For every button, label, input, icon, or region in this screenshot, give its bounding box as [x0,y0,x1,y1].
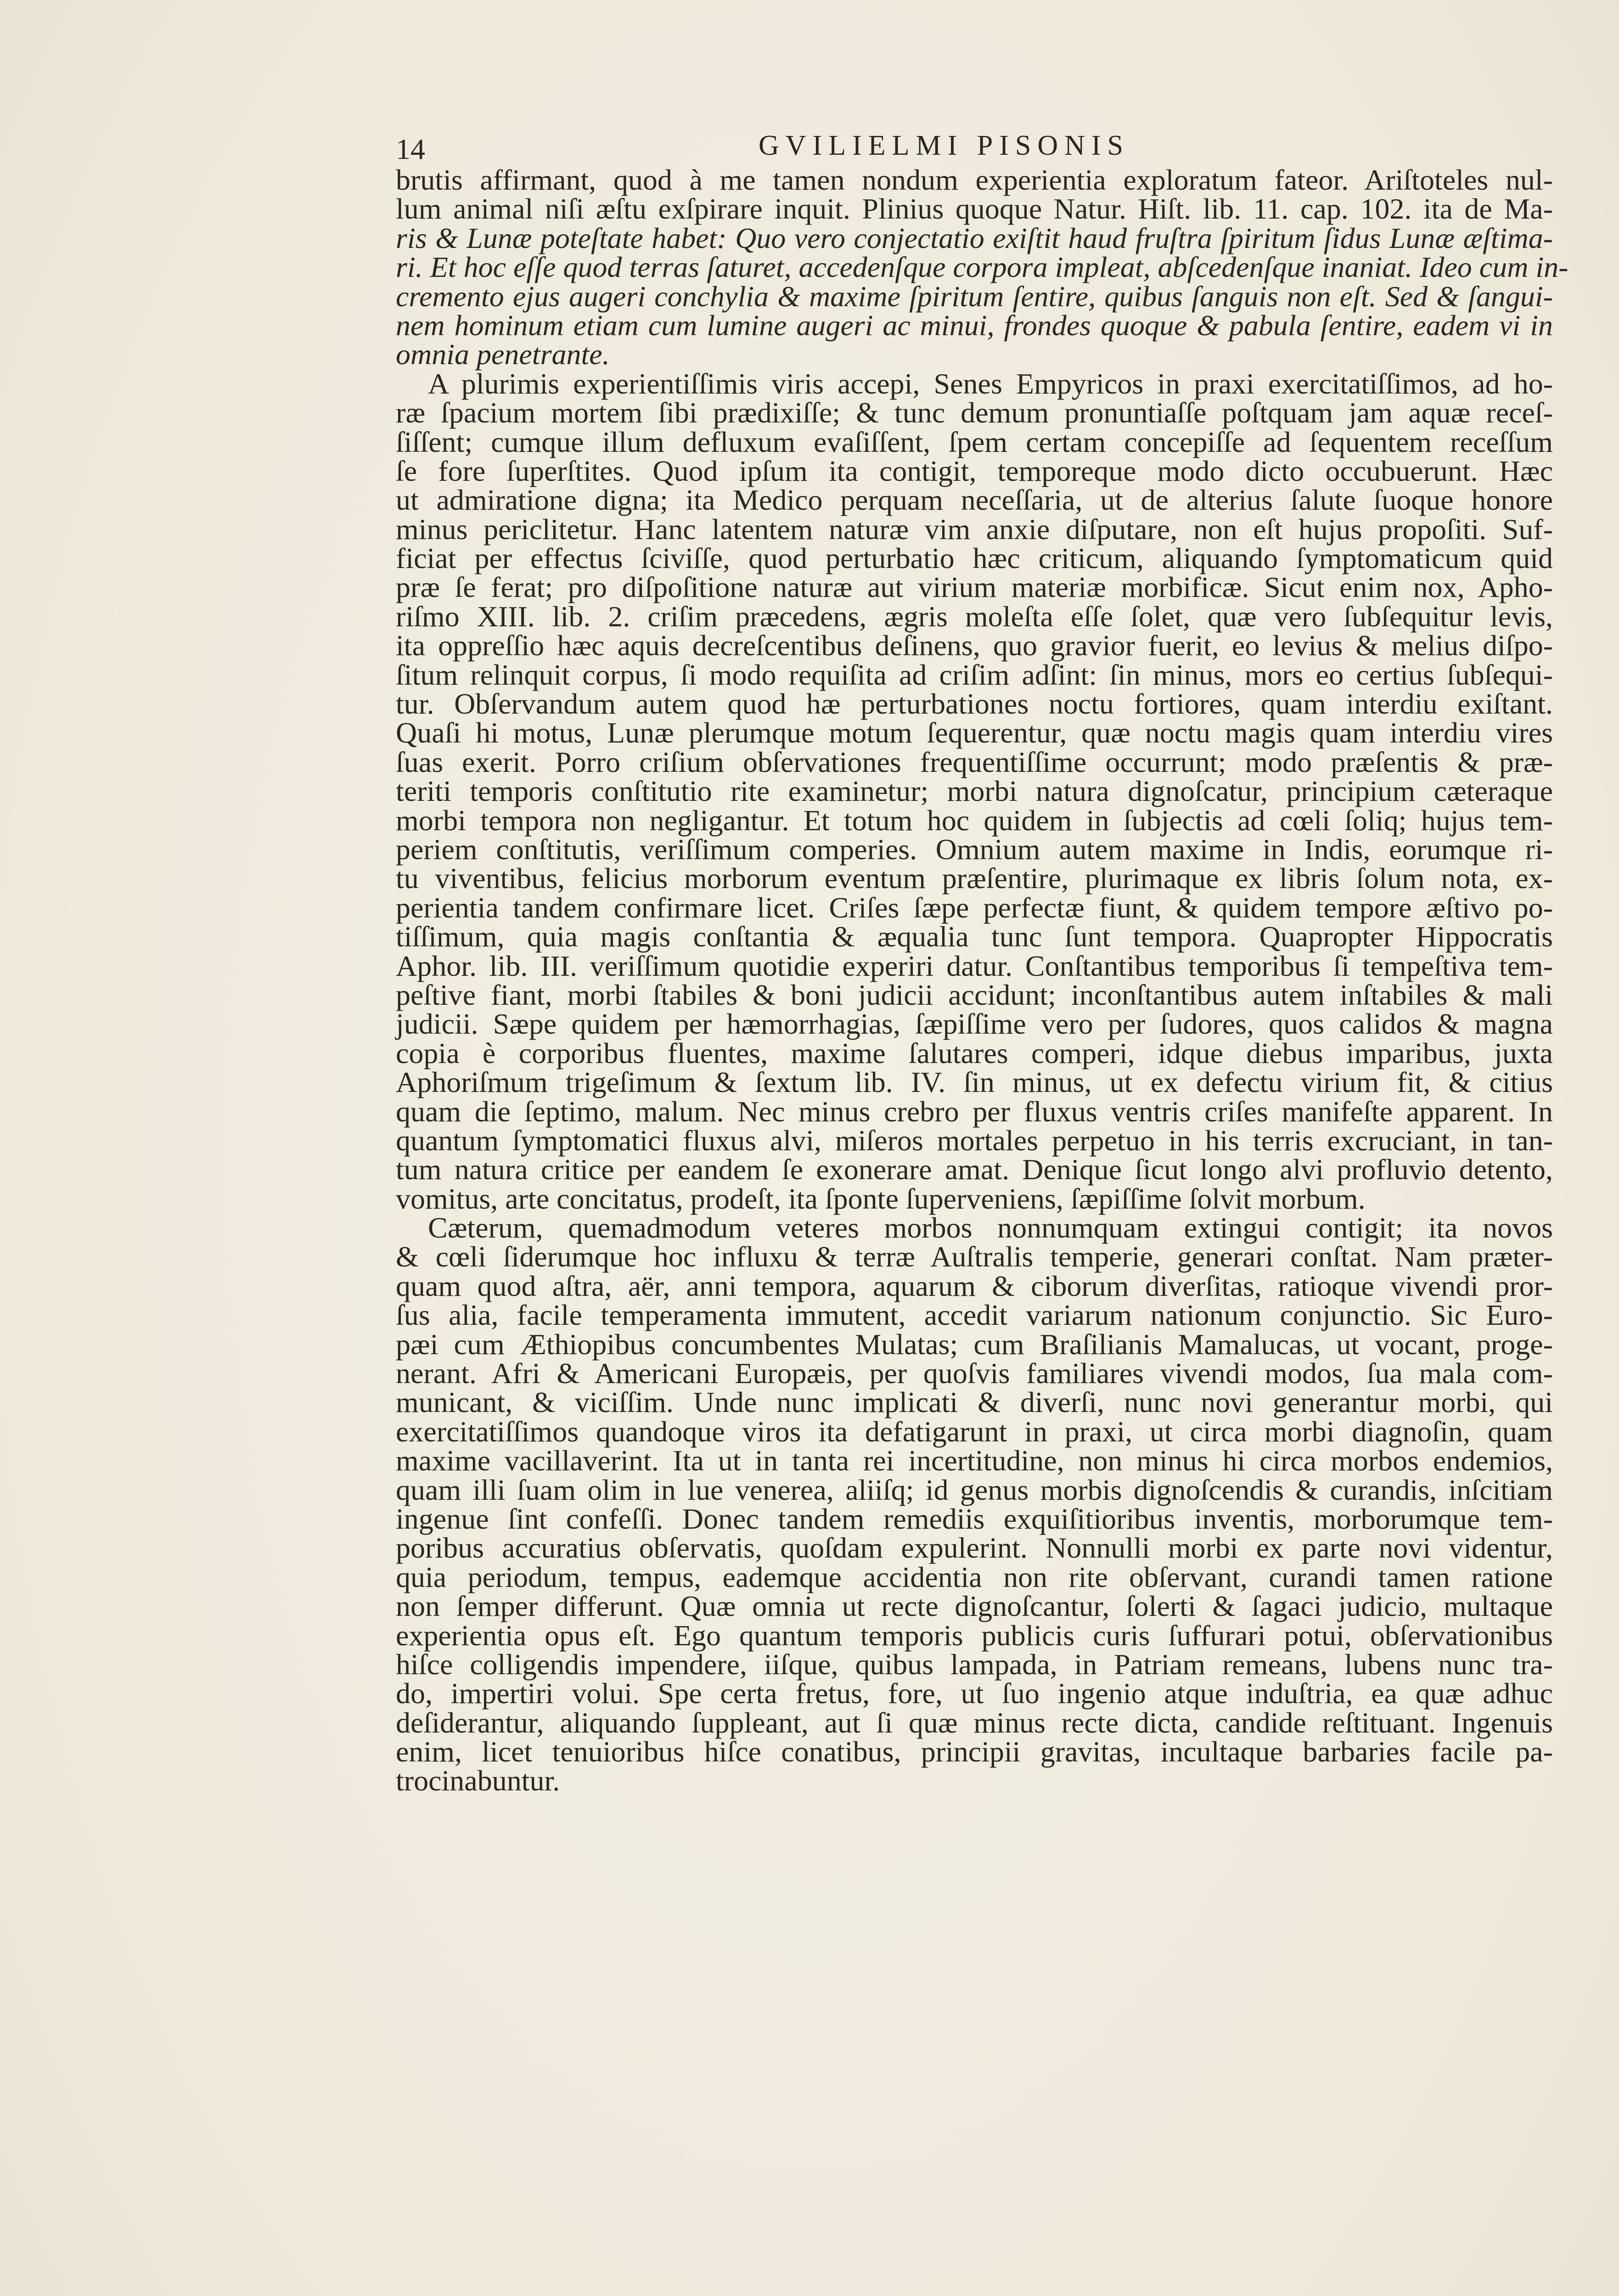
page-header [396,129,1553,166]
text-line: ita oppreſſio hæc aquis decreſcentibus deſinens, quo gravior fuerit, eo levius & melius diſpo- [396,629,1553,662]
text-line: præ ſe ferat; pro diſpoſitione naturæ aut virium materiæ morbificæ. Sicut enim nox, Apho- [396,571,1553,604]
text-line: Aphoriſmum trigeſimum & ſextum lib. IV. ſin minus, ut ex defectu virium fit, & citius [396,1066,1553,1099]
text-line: enim, licet tenuioribus hiſce conatibus, principii gravitas, incultaque barbaries facile pa- [396,1735,1553,1768]
text-line: Aphor. lib. III. veriſſimum quotidie experiri datur. Conſtantibus temporibus ſi tempeſtiva tem- [396,949,1553,982]
text-line: non ſemper differunt. Quæ omnia ut recte dignoſcantur, ſolerti & ſagaci judicio, multaque [396,1590,1553,1623]
running-title: GVILIELMI PISONIS [759,130,1130,161]
text-line: peſtive fiant, morbi ſtabiles & boni judicii accidunt; inconſtantibus autem inſtabiles & mali [396,978,1553,1011]
text-line: nem hominum etiam cum lumine augeri ac minui, frondes quoque & pabula ſentire, eadem vi in [396,309,1553,342]
text-line: ri. Et hoc eſſe quod terras ſaturet, accedenſque corpora impleat, abſcedenſque inaniat. Ideo cum in- [396,251,1568,284]
text-line: tum natura critice per eandem ſe exonerare amat. Denique ſicut longo alvi profluvio detento, [396,1153,1553,1186]
text-line: experientia opus eſt. Ego quantum temporis publicis curis ſuffurari potui, obſervationibus [396,1619,1553,1652]
text-line: lum animal niſi æſtu exſpirare inquit. Plinius quoque Natur. Hiſt. lib. 11. cap. 102. ita de Ma- [396,192,1553,225]
text-line: periem conſtitutis, veriſſimum comperies. Omnium autem maxime in Indis, eorumque ri- [396,833,1553,866]
text-line: tiſſimum, quia magis conſtantia & æqualia tunc ſunt tempora. Quapropter Hippocratis [396,920,1553,953]
text-line: ficiat per effectus ſciviſſe, quod perturbatio hæc criticum, aliquando ſymptomaticum quid [396,542,1553,575]
text-line: quantum ſymptomatici fluxus alvi, miſeros mortales perpetuo in his terris excruciant, in tan- [396,1124,1553,1157]
text-line: do, impertiri volui. Spe certa fretus, fore, ut ſuo ingenio atque induſtria, ea quæ adhuc [396,1677,1553,1710]
text-line: trocinabuntur. [396,1764,560,1797]
text-line: riſmo XIII. lib. 2. criſim præcedens, ægris moleſta eſſe ſolet, quæ vero ſubſequitur levis, [396,600,1553,633]
text-line: ris & Lunæ poteſtate habet: Quo vero conjectatio exiſtit haud fruſtra ſpiritum ſidus Lunæ æſtima- [396,221,1553,254]
text-line: pæi cum Æthiopibus concumbentes Mulatas; cum Braſilianis Mamalucas, ut vocant, proge- [396,1328,1553,1361]
text-line: deſiderantur, aliquando ſuppleant, aut ſi quæ minus recte dicta, candide reſtituant. Ingenuis [396,1706,1553,1739]
text-line: municant, & viciſſim. Unde nunc implicati & diverſi, nunc novi generantur morbi, qui [396,1386,1553,1419]
text-line: tu viventibus, felicius morborum eventum præſentire, plurimaque ex libris ſolum nota, ex- [396,862,1553,895]
text-line: ſe fore ſuperſtites. Quod ipſum ita contigit, temporeque modo dicto occubuerunt. Hæc [396,454,1553,487]
text-line [396,1795,1553,1824]
text-line: exercitatiſſimos quandoque viros ita defatigarunt in praxi, ut circa morbi diagnoſin, quam [396,1415,1553,1448]
text-line: morbi tempora non negligantur. Et totum hoc quidem in ſubjectis ad cœli ſoliq; hujus tem- [396,804,1553,837]
body-text [396,163,1568,1824]
text-line: quam illi ſuam olim in lue venerea, aliiſq; id genus morbis dignoſcendis & curandis, inſcitiam [396,1473,1553,1506]
text-line: maxime vacillaverint. Ita ut in tanta rei incertitudine, non minus hi circa morbos endemios, [396,1444,1553,1477]
text-line: ſiſſent; cumque illum defluxum evaſiſſent, ſpem certam concepiſſe ad ſequentem receſſum [396,425,1553,458]
text-line: nerant. Afri & Americani Europæis, per quoſvis familiares vivendi modos, ſua mala com- [396,1357,1553,1390]
text-line: ingenue ſint confeſſi. Donec tandem remediis exquiſitioribus inventis, morborumque tem- [396,1502,1553,1535]
text-line: ut admiratione digna; ita Medico perquam neceſſaria, ut de alterius ſalute ſuoque honore [396,484,1553,517]
text-line: quam quod aſtra, aër, anni tempora, aquarum & ciborum diverſitas, ratioque vivendi pror- [396,1269,1553,1302]
text-line: minus periclitetur. Hanc latentem naturæ vim anxie diſputare, non eſt hujus propoſiti. Suf- [396,512,1553,546]
text-line: ſuas exerit. Porro criſium obſervationes frequentiſſime occurrunt; modo præſentis & præ- [396,745,1553,778]
text-line: perientia tandem confirmare licet. Criſes ſæpe perfectæ fiunt, & quidem tempore æſtivo po- [396,891,1553,924]
text-line: ſus alia, facile temperamenta immutent, accedit variarum nationum conjunctio. Sic Euro- [396,1299,1553,1332]
text-line: ræ ſpacium mortem ſibi prædixiſſe; & tunc demum pronuntiaſſe poſtquam jam aquæ receſ- [396,396,1553,429]
text-line: & cœli ſiderumque hoc influxu & terræ Auſtralis temperie, generari conſtat. Nam præter- [396,1240,1553,1273]
text-line: quam die ſeptimo, malum. Nec minus crebro per fluxus ventris criſes manifeſte apparent. In [396,1095,1553,1128]
text-line: judicii. Sæpe quidem per hæmorrhagias, ſæpiſſime vero per ſudores, quos calidos & magna [396,1007,1553,1041]
text-line: hiſce colligendis impendere, iiſque, quibus lampada, in Patriam remeans, lubens nunc tra- [396,1648,1553,1681]
text-line: ſitum relinquit corpus, ſi modo requiſita ad criſim adſint: ſin minus, mors eo certius ſubſequi- [396,658,1553,691]
text-line: teriti temporis conſtitutio rite examinetur; morbi natura dignoſcatur, principium cæteraque [396,775,1553,808]
text-line: Cæterum, quemadmodum veteres morbos nonnumquam extingui contigit; ita novos [428,1211,1553,1244]
text-line: vomitus, arte concitatus, prodeſt, ita ſponte ſuperveniens, ſæpiſſime ſolvit morbum. [396,1182,1366,1215]
text-line: cremento ejus augeri conchylia & maxime ſpiritum ſentire, quibus ſanguis non eſt. Sed & ſangui- [396,280,1553,313]
text-line: omnia penetrante. [396,338,610,371]
text-line: poribus accuratius obſervatis, quoſdam expulerint. Nonnulli morbi ex parte novi videntur, [396,1531,1553,1564]
page-number: 14 [396,133,425,165]
text-line: copia è corporibus fluentes, maxime ſalutares comperi, idque diebus imparibus, juxta [396,1036,1553,1069]
text-line: A plurimis experientiſſimis viris accepi, Senes Empyricos in praxi exercitatiſſimos, ad ho- [428,367,1553,400]
text-line: Quaſi hi motus, Lunæ plerumque motum ſequerentur, quæ noctu magis quam interdiu vires [396,716,1553,749]
text-line: quia periodum, tempus, eademque accidentia non rite obſervant, curandi tamen ratione [396,1560,1553,1593]
text-line: brutis affirmant, quod à me tamen nondum experientia exploratum fateor. Ariſtoteles nul- [396,163,1553,196]
text-line: tur. Obſervandum autem quod hæ perturbationes noctu fortiores, quam interdiu exiſtant. [396,687,1553,720]
